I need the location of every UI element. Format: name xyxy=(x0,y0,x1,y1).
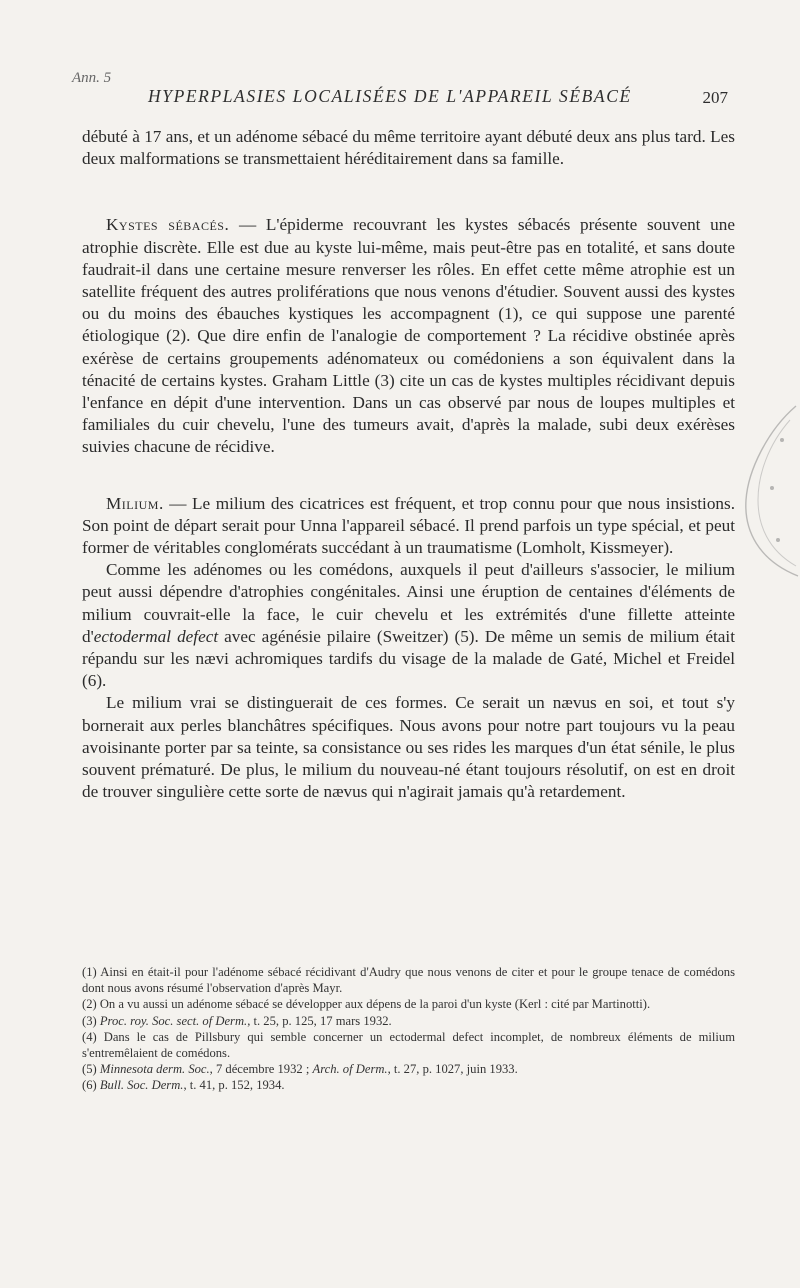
paragraph-text: — Le milium des cicatrices est fréquent, et trop connu pour que nous insistions. Son point de départ serait pour Unna l'appareil sébacé. Il prend parfois un type spécial, et peut former de véritables conglomérats succédant à un traumatisme (Lomholt, Kissmeyer). xyxy=(82,493,735,558)
footnote-3 xyxy=(82,1013,735,1029)
footnote-number: (5) xyxy=(82,1062,100,1077)
running-title: HYPERPLASIES LOCALISÉES DE L'APPAREIL SÉBACÉ xyxy=(148,86,632,106)
footnote-source: Bull. Soc. Derm. xyxy=(99,1078,184,1093)
footnote-text: , t. 41, p. 152, 1934. xyxy=(183,1078,285,1093)
italic-term: ectodermal defect xyxy=(93,626,219,646)
paragraph-milium-vrai: Le milium vrai se distinguerait de ces formes. Ce serait un nævus en soi, et tout s'y bornerait aux perles blanchâtres spécifiques. Nous avons pour notre part toujours vu la peau avoisinante porter par sa teinte, sa consistance ou ses rides les marques d'un état sénile, le plus souvent prématuré. De plus, le milium du nouveau-né étant toujours résolutif, on est en droit de trouver singulière cette sorte de nævus qui n'agirait jamais qu'à retardement. xyxy=(82,693,735,802)
footnote-4: (4) Dans le cas de Pillsbury qui semble concerner un ectodermal defect incomplet, de nombreux éléments de milium s'entremêlaient de comédons. xyxy=(82,1029,735,1061)
footnote-number: (6) xyxy=(82,1078,100,1093)
footnote-source: Minnesota derm. Soc. xyxy=(99,1062,210,1077)
paragraph-continuation: débuté à 17 ans, et un adénome sébacé du même territoire ayant débuté deux ans plus tard. Les deux malformations se transmettaient héréditairement dans sa famille. xyxy=(82,127,735,169)
paragraph-text: avec agénésie pilaire (Sweitzer) (5). De même un semis de milium était répandu sur les nævi achromiques tardifs du visage de la malade de Gaté, Michel et Freidel (6). xyxy=(82,626,735,691)
paragraph-text: Comme les adénomes ou les comédons, auxquels il peut d'ailleurs s'associer, le milium peut aussi dépendre d'atrophies congénitales. Ainsi une éruption de centaines d'éléments de milium couvrait-elle la face, le cuir chevelu et les extrémités d'une fillette atteinte d' xyxy=(82,560,735,646)
library-stamp-fragment xyxy=(738,400,800,580)
paragraph-milium xyxy=(82,493,735,560)
footnote-source: Arch. of Derm. xyxy=(312,1062,388,1077)
body-text xyxy=(82,126,735,803)
section-heading-kystes: Kystes sébacés. xyxy=(106,215,230,235)
footnote-1: (1) Ainsi en était-il pour l'adénome sébacé récidivant d'Audry que nous venons de citer et pour le groupe tenace de comédons dont nous avons résumé l'observation d'après Mayr. xyxy=(82,965,735,996)
page-number: 207 xyxy=(702,88,728,107)
footnote-number: (3) xyxy=(82,1013,100,1028)
footnote-text: , 7 décembre 1932 ; xyxy=(209,1062,313,1077)
paragraph-adenomes xyxy=(82,559,735,692)
footnote-text: , t. 27, p. 1027, juin 1933. xyxy=(387,1062,518,1077)
footnotes xyxy=(82,964,735,1094)
footnote-5 xyxy=(82,1061,735,1077)
paragraph-kystes-sebaces xyxy=(82,214,735,458)
footnote-2: (2) On a vu aussi un adénome sébacé se développer aux dépens de la paroi d'un kyste (Kerl : cité par Martinotti). xyxy=(82,997,651,1012)
section-heading-milium: Milium. xyxy=(106,493,164,513)
paragraph-text: — L'épiderme recouvrant les kystes sébacés présente souvent une atrophie discrète. Elle est due au kyste lui-même, mais peut-être pas en totalité, et sans doute faudrait-il dans une certaine mesure renverser les rôles. En effet cette même atrophie est un satellite fréquent des autres proliférations que nous venons d'étudier. Souvent aussi des kystes ou du moins des ébauches kystiques les accompagnent (1), ce qui suppose une parenté étiologique (2). Que dire enfin de l'analogie de comportement ? La récidive obstinée après exérèse de certains groupements adénomateux ou comédoniens a son équivalent dans la ténacité de certains kystes. Graham Little (3) cite un cas de kystes multiples récidivant depuis l'enfance en dépit d'une intervention. Dans un cas observé par nous de loupes multiples et familiales du cuir chevelu, l'une des tumeurs avait, d'après la malade, subi deux exérèses suivies chacune de récidive. xyxy=(82,215,735,457)
handwritten-annotation: Ann. 5 xyxy=(72,70,112,86)
footnote-6 xyxy=(82,1077,735,1093)
footnote-text: , t. 25, p. 125, 17 mars 1932. xyxy=(247,1013,392,1028)
footnote-source: Proc. roy. Soc. sect. of Derm. xyxy=(99,1013,248,1028)
